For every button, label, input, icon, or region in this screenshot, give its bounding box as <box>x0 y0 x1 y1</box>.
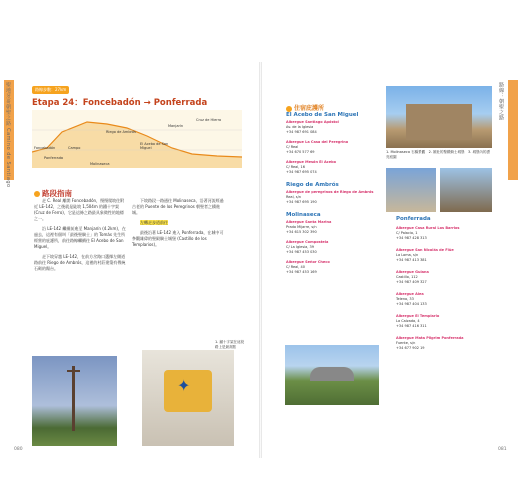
entry-phone: +34 987 691 084 <box>286 130 317 134</box>
entry-phone: +34 987 404 133 <box>396 302 427 306</box>
entry-ponferrada-3 <box>396 270 496 285</box>
paragraph-1: 走 C. Real 離開 Foncebadón，慢慢爬坡往附近 LE-142，之後就是陡坡 1,504m 的鐵十字架 (Cruz de Ferro)，它是這條之路最具象徵性的地標之一。 <box>34 198 125 221</box>
entry-address: C/ Palacio, 1 <box>396 231 418 235</box>
right-side-tab <box>508 80 518 180</box>
entry-address: Prado Mijarre, s/n <box>286 225 317 229</box>
profile-label-campo: Campo <box>68 146 81 150</box>
entry-address: C/ La Iglesia, 39 <box>286 245 314 249</box>
entry-name: Albergue Alea <box>396 292 424 296</box>
caption-cross: 1. 鐵十字架在這段路上是最高點 <box>215 340 244 349</box>
profile-label-ponferrada: Ponferrada <box>44 156 64 160</box>
entry-molinaseca-1 <box>286 220 386 235</box>
route-guide-title: 路段指南 <box>42 189 72 198</box>
entry-name: Albergue Mesón El Acebo <box>286 160 337 164</box>
right-side-text: 路線：朝聖之路 <box>498 82 504 121</box>
entry-phone: +34 987 453 030 <box>286 250 317 254</box>
caption-castle: 1. Molinaseca 石橋景觀 2. 雄壯的聖殿騎士城堡 3. 城堡內的漂亮庭園 <box>386 150 490 159</box>
profile-label-manjarin: Manjarín <box>168 124 184 128</box>
entry-name: Albergue Santiago Apóstol <box>286 120 339 124</box>
photo-templar-castle <box>386 86 492 148</box>
stage-title: Etapa 24：Foncebadón → Ponferrada <box>32 98 208 108</box>
location-riego: Riego de Ambrós <box>286 182 339 188</box>
entry-ponferrada-1 <box>396 226 496 241</box>
paragraph-3: 走下坡穿越 LE-142，在前方岔路口選擇左側道路前往 Riego de Ambrós，這裡的村莊建築有傳統石砌的陽台。 <box>34 254 126 271</box>
entry-name: Albergue El Templario <box>396 314 440 318</box>
profile-label-molinaseca: Molinaseca <box>90 162 110 166</box>
entry-ponferrada-6 <box>396 336 496 351</box>
entry-phone: +34 987 695 074 <box>286 170 317 174</box>
entry-ponferrada-4 <box>396 292 496 307</box>
paragraph-5: 最後沿著 LE-142 進入 Ponferrada，在城中可參觀雄偉的聖殿騎士城堡 (Castillo de los Templarios)。 <box>132 230 224 247</box>
section-bullet-icon <box>34 191 40 197</box>
entry-phone: +34 987 416 311 <box>396 324 427 328</box>
profile-label-cruz: Cruz de Hierro <box>196 118 222 122</box>
entry-name: Albergue Señor Checo <box>286 260 330 264</box>
entry-address: Av. de la Iglesia <box>286 125 314 129</box>
bridge-shape <box>310 367 354 381</box>
entry-address: C/ Real <box>286 145 299 149</box>
entry-phone: +34 987 428 313 <box>396 236 427 240</box>
cross-pole <box>72 366 75 431</box>
right-page-number: 081 <box>498 447 507 452</box>
entry-name: Albergue Compostela <box>286 240 329 244</box>
photo-cruz-de-ferro <box>32 356 117 446</box>
entry-acebo-3 <box>286 160 386 175</box>
entry-acebo-2 <box>286 140 386 155</box>
entry-address: Real, s/n <box>286 195 301 199</box>
stage-badge: 路線步數：27km <box>32 86 69 94</box>
location-acebo: El Acebo de San Miguel <box>286 112 359 118</box>
left-column-text-2 <box>132 198 224 252</box>
entry-riego-1 <box>286 190 386 205</box>
profile-label-acebo: El Acebo de San Miguel <box>140 142 169 150</box>
entry-molinaseca-3 <box>286 260 386 275</box>
entry-name: Albergue de peregrinos de Riego de Ambrós <box>286 190 374 194</box>
entry-name: Albergue La Casa del Peregrino <box>286 140 349 144</box>
profile-label-riego: Riego de Ambrós <box>106 130 136 134</box>
entry-address: La Loma, s/n <box>396 253 419 257</box>
photo-camino-sign <box>142 350 234 446</box>
profile-label-foncebadon: Foncebadón <box>34 146 56 150</box>
entry-address: Fuente, s/n <box>396 341 416 345</box>
lodging-title: 住宿庇護所 <box>294 105 325 112</box>
entry-phone: +34 987 695 190 <box>286 200 317 204</box>
entry-phone: +34 987 413 381 <box>396 258 427 262</box>
entry-phone: +34 987 453 169 <box>286 270 317 274</box>
entry-phone: +34 615 302 390 <box>286 230 317 234</box>
castle-wall <box>406 104 472 140</box>
cross-bar <box>67 370 80 372</box>
entry-ponferrada-2 <box>396 248 496 263</box>
lodging-heading <box>286 103 324 112</box>
entry-acebo-1 <box>286 120 386 135</box>
photo-molinaseca-bridge <box>285 345 379 405</box>
entry-name: Albergue Mata Pilgrim Ponferrada <box>396 336 464 340</box>
entry-address: C/ Real, 40 <box>286 265 305 269</box>
entry-address: Castillo, 112 <box>396 275 418 279</box>
paragraph-4: 下坡路段一路通往 Molinaseca，沿著河流經過古老的 Puente de los Peregrinos 朝聖者之橋進城。 <box>132 198 224 215</box>
paragraph-2: 沿 LE-142 繼續前進至 Manjarín (4.2km)，在過去，這裡有個叫「最後聖騎士」的 Tomás 先生所經營的庇護所，前往路線繼續往 El Acebo de San Miguel。 <box>34 226 126 249</box>
section-bullet-icon <box>286 106 292 112</box>
highlight-text: 左轉走步道前往 <box>140 220 168 225</box>
left-page-number: 080 <box>14 447 23 452</box>
shell-icon: ✦ <box>177 376 191 395</box>
entry-name: Albergue San Nicolás de Flüe <box>396 248 454 252</box>
entry-phone: +34 677 902 19 <box>396 346 425 350</box>
location-ponferrada: Ponferrada <box>396 216 431 222</box>
location-molinaseca: Molinaseca <box>286 212 321 218</box>
entry-address: La Calzada, 4 <box>396 319 420 323</box>
photo-castle-tower <box>386 168 436 212</box>
entry-name: Albergue Santa Marina <box>286 220 332 224</box>
left-column-text-1 <box>34 198 126 276</box>
entry-ponferrada-5 <box>396 314 496 329</box>
entry-phone: +34 987 409 327 <box>396 280 427 284</box>
entry-name: Albergue Casa Rural Los Barrios <box>396 226 460 230</box>
entry-phone: +34 670 577 69 <box>286 150 315 154</box>
entry-address: Teleno, 33 <box>396 297 414 301</box>
left-side-text: 聖地牙哥朝聖之路 Camino de Santiago <box>5 82 11 188</box>
entry-address: C/ Real, 16 <box>286 165 305 169</box>
entry-molinaseca-2 <box>286 240 386 255</box>
entry-name: Albergue Guiana <box>396 270 429 274</box>
photo-castle-court <box>440 168 492 212</box>
